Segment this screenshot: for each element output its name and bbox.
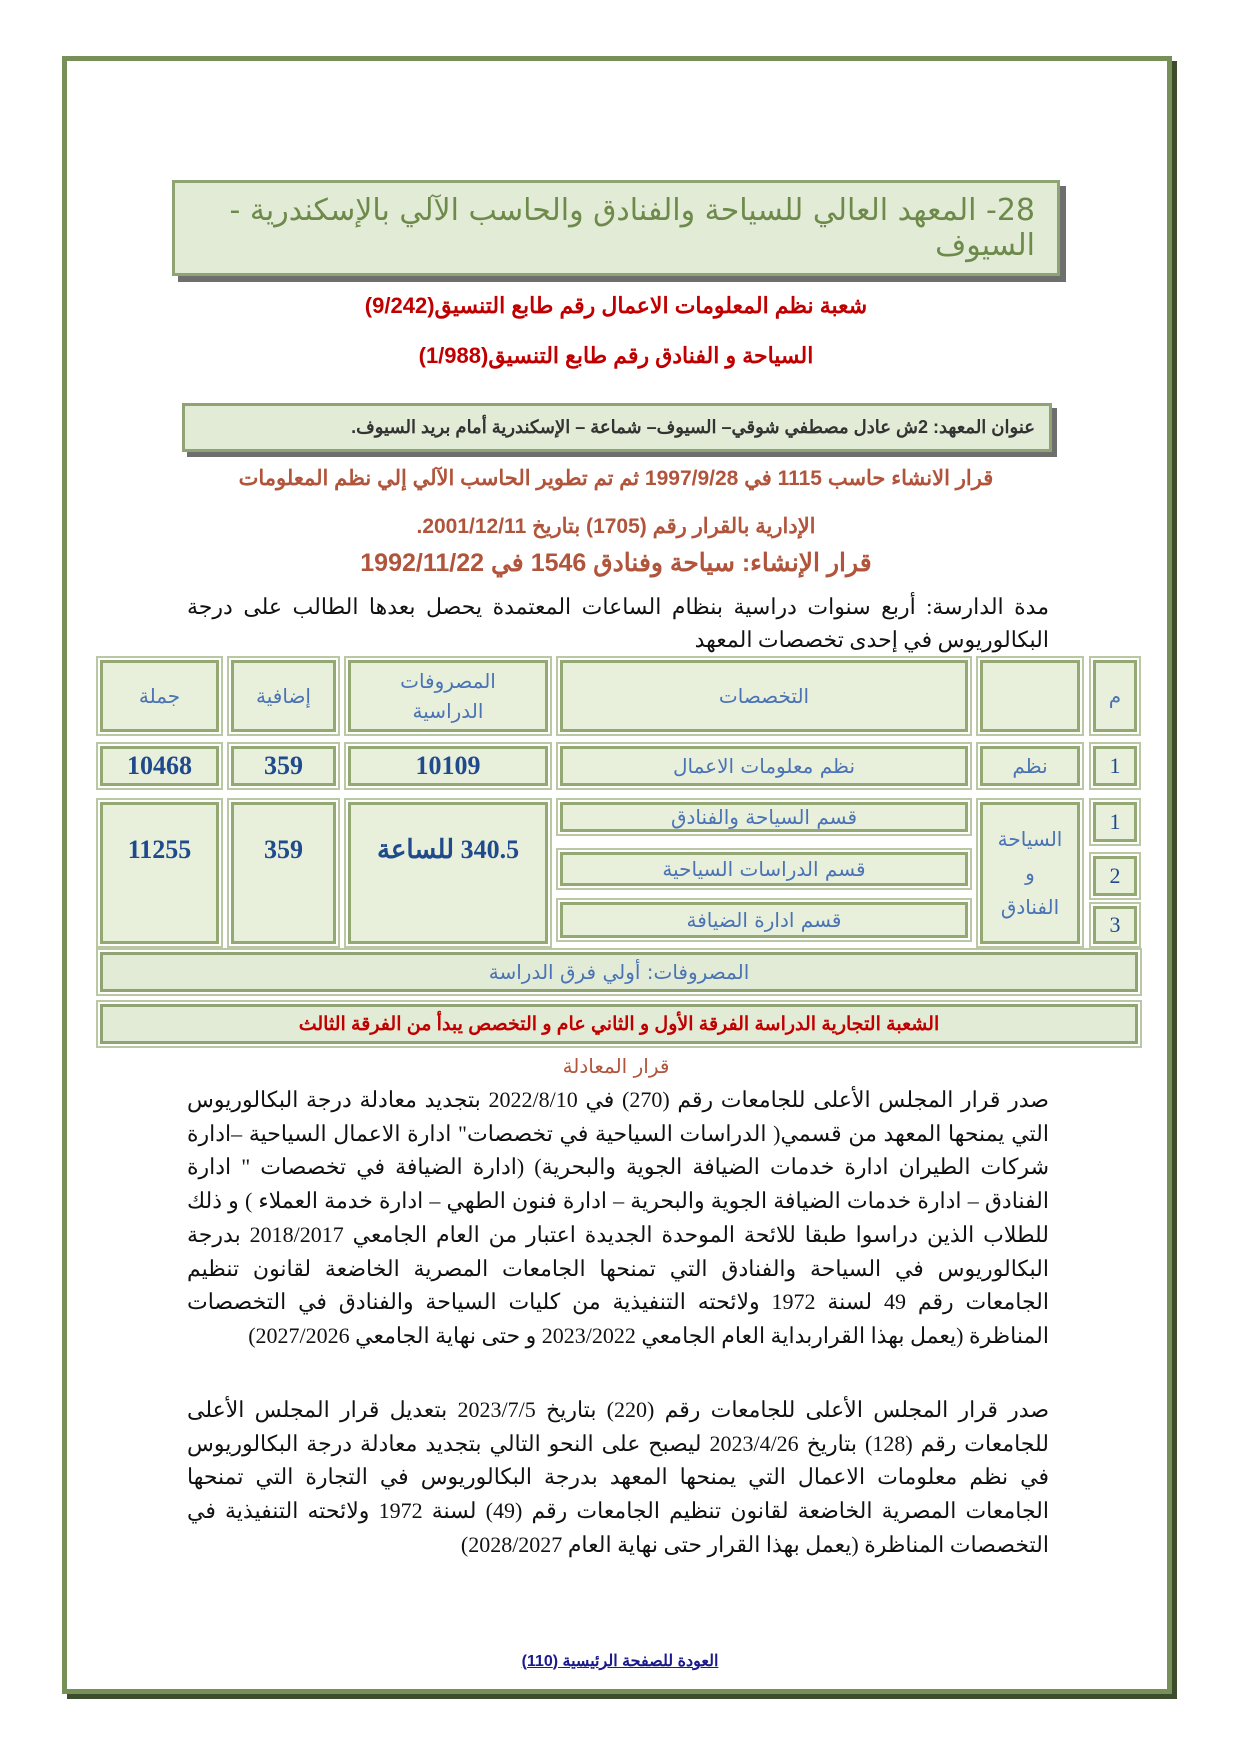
header-fees (348, 660, 548, 732)
row1-specialization (560, 746, 968, 786)
equivalence-paragraph-2: صدر قرار المجلس الأعلى للجامعات رقم (220) بتاريخ 2023/7/5 بتعديل قرار المجلس الأعلى للجامعات رقم (128) بتاريخ 2023/4/26 ليصبح على النحو التالي بتجديد معادلة درجة البكالوريوس في نظم معلومات الاعمال التي يمنحها المعهد بدرجة البكالوريوس في التجارة التي تمنحها الجامعات المصرية الخاضعة لقانون تنظيم الجامعات رقم (49) لسنة 1972 ولائحته التنفيذية في التخصصات المناظرة (يعمل بهذا القرار حتى نهاية العام 2028/2027) (187, 1397, 1049, 1557)
row1-total (100, 746, 219, 786)
header-specializations (560, 660, 968, 732)
group2-index-3-text: 3 (1109, 912, 1121, 937)
group2-specialization-3-text: قسم ادارة الضيافة (686, 908, 842, 932)
header-index-text: م (1108, 684, 1122, 708)
commerce-note (100, 1004, 1138, 1044)
group2-specialization-1-text: قسم السياحة والفنادق (670, 805, 858, 829)
group2-fees (348, 802, 548, 944)
row1-fees (348, 746, 548, 786)
group2-extra (231, 802, 336, 944)
group2-index-1-text: 1 (1109, 809, 1121, 834)
group2-extra-text: 359 (264, 835, 303, 864)
group2-group-text: السياحة و الفنادق (997, 827, 1063, 919)
row1-fees-text: 10109 (415, 751, 481, 780)
header-index (1093, 660, 1137, 732)
decree-line-1: قرار الانشاء حاسب 1115 في 1997/9/28 ثم تم تطوير الحاسب الآلي إلي نظم المعلومات (238, 467, 994, 490)
group2-specialization-1 (560, 802, 968, 832)
row1-group (980, 746, 1080, 786)
group2-specialization-3 (560, 902, 968, 938)
header-total-text: جملة (138, 684, 181, 708)
row1-index-text: 1 (1109, 753, 1121, 778)
group2-total (100, 802, 219, 944)
decree-line-2: الإدارية بالقرار رقم (1705) بتاريخ 2001/12/11. (416, 515, 816, 538)
group2-index-2-text: 2 (1109, 863, 1121, 888)
group2-total-text: 11255 (127, 835, 192, 864)
row1-index (1093, 746, 1137, 786)
group2-index-3 (1093, 906, 1137, 944)
row1-extra (231, 746, 336, 786)
group2-index-2 (1093, 856, 1137, 896)
equivalence-title: قرار المعادلة (562, 1054, 670, 1078)
header-specializations-text: التخصصات (718, 684, 810, 708)
group2-fees-text: 340.5 للساعة (376, 835, 520, 864)
fees-note (100, 952, 1138, 992)
header-extra (231, 660, 336, 732)
group2-group (980, 802, 1080, 944)
branch-business-heading: شعبة نظم المعلومات الاعمال رقم طابع التنسيق(9/242) (364, 293, 868, 318)
equivalence-paragraph-1: صدر قرار المجلس الأعلى للجامعات رقم (270) في 2022/8/10 بتجديد معادلة درجة البكالوريوس التي يمنحها المعهد من قسمي( الدراسات السياحية في تخصصات" ادارة الاعمال السياحية –ادارة شركات الطيران ادارة خدمات الضيافة الجوية والبحرية) (ادارة الضيافة في تخصصات " ادارة الفنادق – ادارة خدمات الضيافة الجوية والبحرية – ادارة فنون الطهي – ادارة خدمة العملاء ) و ذلك للطلاب الذين دراسوا طبقا للائحة الموحدة الجديدة اعتبار من العام الجامعي 2018/2017 بدرجة البكالوريوس في السياحة والفنادق التي تمنحها الجامعات المصرية الخاضعة لقانون تنظيم الجامعات رقم 49 لسنة 1972 ولائحته التنفيذية من كليات السياحة والفنادق في التخصصات المناظرة (يعمل بهذا القراربداية العام الجامعي 2023/2022 و حتى نهاية الجامعي 2027/2026) (187, 1087, 1049, 1348)
header-extra-text: إضافية (256, 684, 311, 708)
header-total (100, 660, 219, 732)
group2-index-1 (1093, 802, 1137, 842)
row1-group-text: نظم (1012, 754, 1048, 778)
branch-tourism-heading: السياحة و الفنادق رقم طابع التنسيق(1/988) (418, 343, 814, 368)
decree-tourism: قرار الإنشاء: سياحة وفنادق 1546 في 1992/11/22 (360, 549, 872, 577)
group2-specialization-2-text: قسم الدراسات السياحية (662, 857, 866, 881)
address-text: عنوان المعهد: 2ش عادل مصطفي شوقي– السيوف– شماعة – الإسكندرية أمام بريد السيوف. (351, 417, 1035, 437)
header-fees-text: المصروفات الدراسية (400, 669, 496, 723)
row1-extra-text: 359 (264, 751, 303, 780)
fees-note-text: المصروفات: أولي فرق الدراسة (488, 960, 750, 984)
home-link[interactable]: العودة للصفحة الرئيسية (110) (521, 1653, 719, 1670)
commerce-note-text: الشعبة التجارية الدراسة الفرقة الأول و الثاني عام و التخصص يبدأ من الفرقة الثالث (298, 1013, 940, 1035)
row1-specialization-text: نظم معلومات الاعمال (672, 754, 856, 778)
header-blank (980, 660, 1080, 732)
study-duration: مدة الدارسة: أربع سنوات دراسية بنظام الساعات المعتمدة يحصل بعدها الطالب على درجة البكالوريوس في إحدى تخصصات المعهد (187, 594, 1049, 652)
address-box (182, 403, 1052, 452)
group2-specialization-2 (560, 852, 968, 886)
page-title (172, 180, 1060, 276)
row1-total-text: 10468 (127, 751, 192, 780)
page-title-text: 28- المعهد العالي للسياحة والفنادق والحاسب الآلي بالإسكندرية - السيوف (229, 193, 1035, 263)
